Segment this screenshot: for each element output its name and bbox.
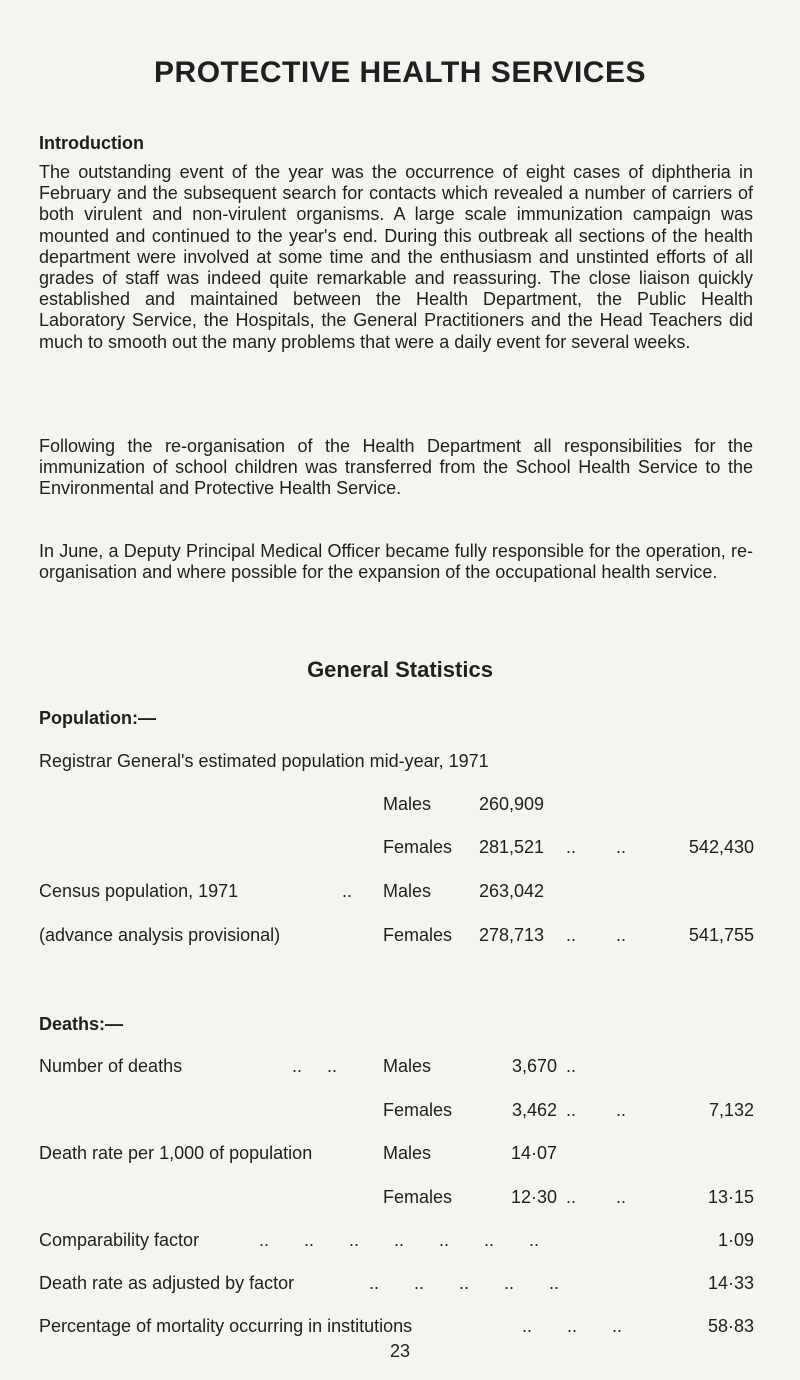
census-label: Census population, 1971 — [39, 881, 239, 901]
page-title: PROTECTIVE HEALTH SERVICES — [154, 56, 646, 89]
death-rate-label: Death rate per 1,000 of population — [39, 1143, 313, 1163]
census-males-value: 263,042 — [479, 881, 545, 901]
estimate-females-value: 281,521 — [479, 837, 545, 857]
estimate-females-label: Females — [383, 837, 453, 857]
introduction-paragraph-2: Following the re-organisation of the Health Department all responsibilities for the immunization of school children was transferred from the School Health Service to the Environmental and Protective Health Service. — [39, 436, 753, 499]
comparability-label: Comparability factor — [39, 1230, 200, 1250]
death-rate-females-value: 12·30 — [510, 1187, 557, 1207]
leader-dots: .. .. — [566, 925, 627, 945]
page-number: 23 — [389, 1341, 411, 1361]
leader-dots: .. .. — [566, 1100, 627, 1120]
death-rate-total-value: 13·15 — [707, 1187, 754, 1207]
leader-dots: .. .. — [292, 1056, 338, 1076]
adjusted-rate-label: Death rate as adjusted by factor — [39, 1273, 295, 1293]
estimate-males-value: 260,909 — [479, 794, 545, 814]
death-rate-males-value: 14·07 — [510, 1143, 557, 1163]
leader-dots: .. .. — [566, 1187, 627, 1207]
introduction-paragraph-1: The outstanding event of the year was the occurrence of eight cases of diphtheria in February and the subsequent search for contacts which revealed a number of carriers of both virulent and non-virulent organisms. A large scale immunization campaign was mounted and continued to the year's end. During this outbreak all sections of the health department were involved at some time and the enthusiasm and unstinted efforts of all grades of staff was indeed quite remarkable and reassuring. The close liaison quickly established and maintained between the Health Department, the Public Health Laboratory Service, the Hospitals, the General Practitioners and the Head Teachers did much to smooth out the many problems that were a daily event for several weeks. — [39, 162, 753, 352]
introduction-paragraph-3: In June, a Deputy Principal Medical Officer became fully responsible for the operation, re-organisation and where possible for the expansion of the occupational health service. — [39, 541, 753, 583]
estimate-total-value: 542,430 — [688, 837, 754, 857]
institutions-label: Percentage of mortality occurring in institutions — [39, 1316, 413, 1336]
comparability-value: 1·09 — [717, 1230, 754, 1250]
leader-dots: .. .. .. .. .. .. .. — [259, 1230, 540, 1250]
death-rate-males-label: Males — [383, 1143, 432, 1163]
deaths-males-label: Males — [383, 1056, 432, 1076]
population-heading: Population:— — [39, 708, 156, 728]
estimate-males-label: Males — [383, 794, 432, 814]
general-statistics-heading: General Statistics — [307, 657, 493, 682]
deaths-females-value: 3,462 — [511, 1100, 557, 1120]
census-females-label: Females — [383, 925, 453, 945]
leader-dots: .. .. — [566, 837, 627, 857]
leader-dots: .. — [566, 1056, 577, 1076]
adjusted-rate-value: 14·33 — [707, 1273, 754, 1293]
deaths-females-label: Females — [383, 1100, 453, 1120]
institutions-value: 58·83 — [707, 1316, 754, 1336]
deaths-males-value: 3,670 — [511, 1056, 557, 1076]
census-note: (advance analysis provisional) — [39, 925, 281, 945]
introduction-heading: Introduction — [39, 133, 144, 153]
deaths-heading: Deaths:— — [39, 1014, 124, 1034]
census-males-label: Males — [383, 881, 432, 901]
death-rate-females-label: Females — [383, 1187, 453, 1207]
leader-dots: .. .. .. .. .. — [369, 1273, 560, 1293]
deaths-total-value: 7,132 — [708, 1100, 754, 1120]
census-females-value: 278,713 — [479, 925, 545, 945]
deaths-number-label: Number of deaths — [39, 1056, 183, 1076]
population-estimate-label: Registrar General's estimated population mid-year, 1971 — [39, 751, 489, 771]
leader-dots: .. — [342, 881, 353, 901]
leader-dots: .. .. .. — [522, 1316, 623, 1336]
census-total-value: 541,755 — [688, 925, 754, 945]
